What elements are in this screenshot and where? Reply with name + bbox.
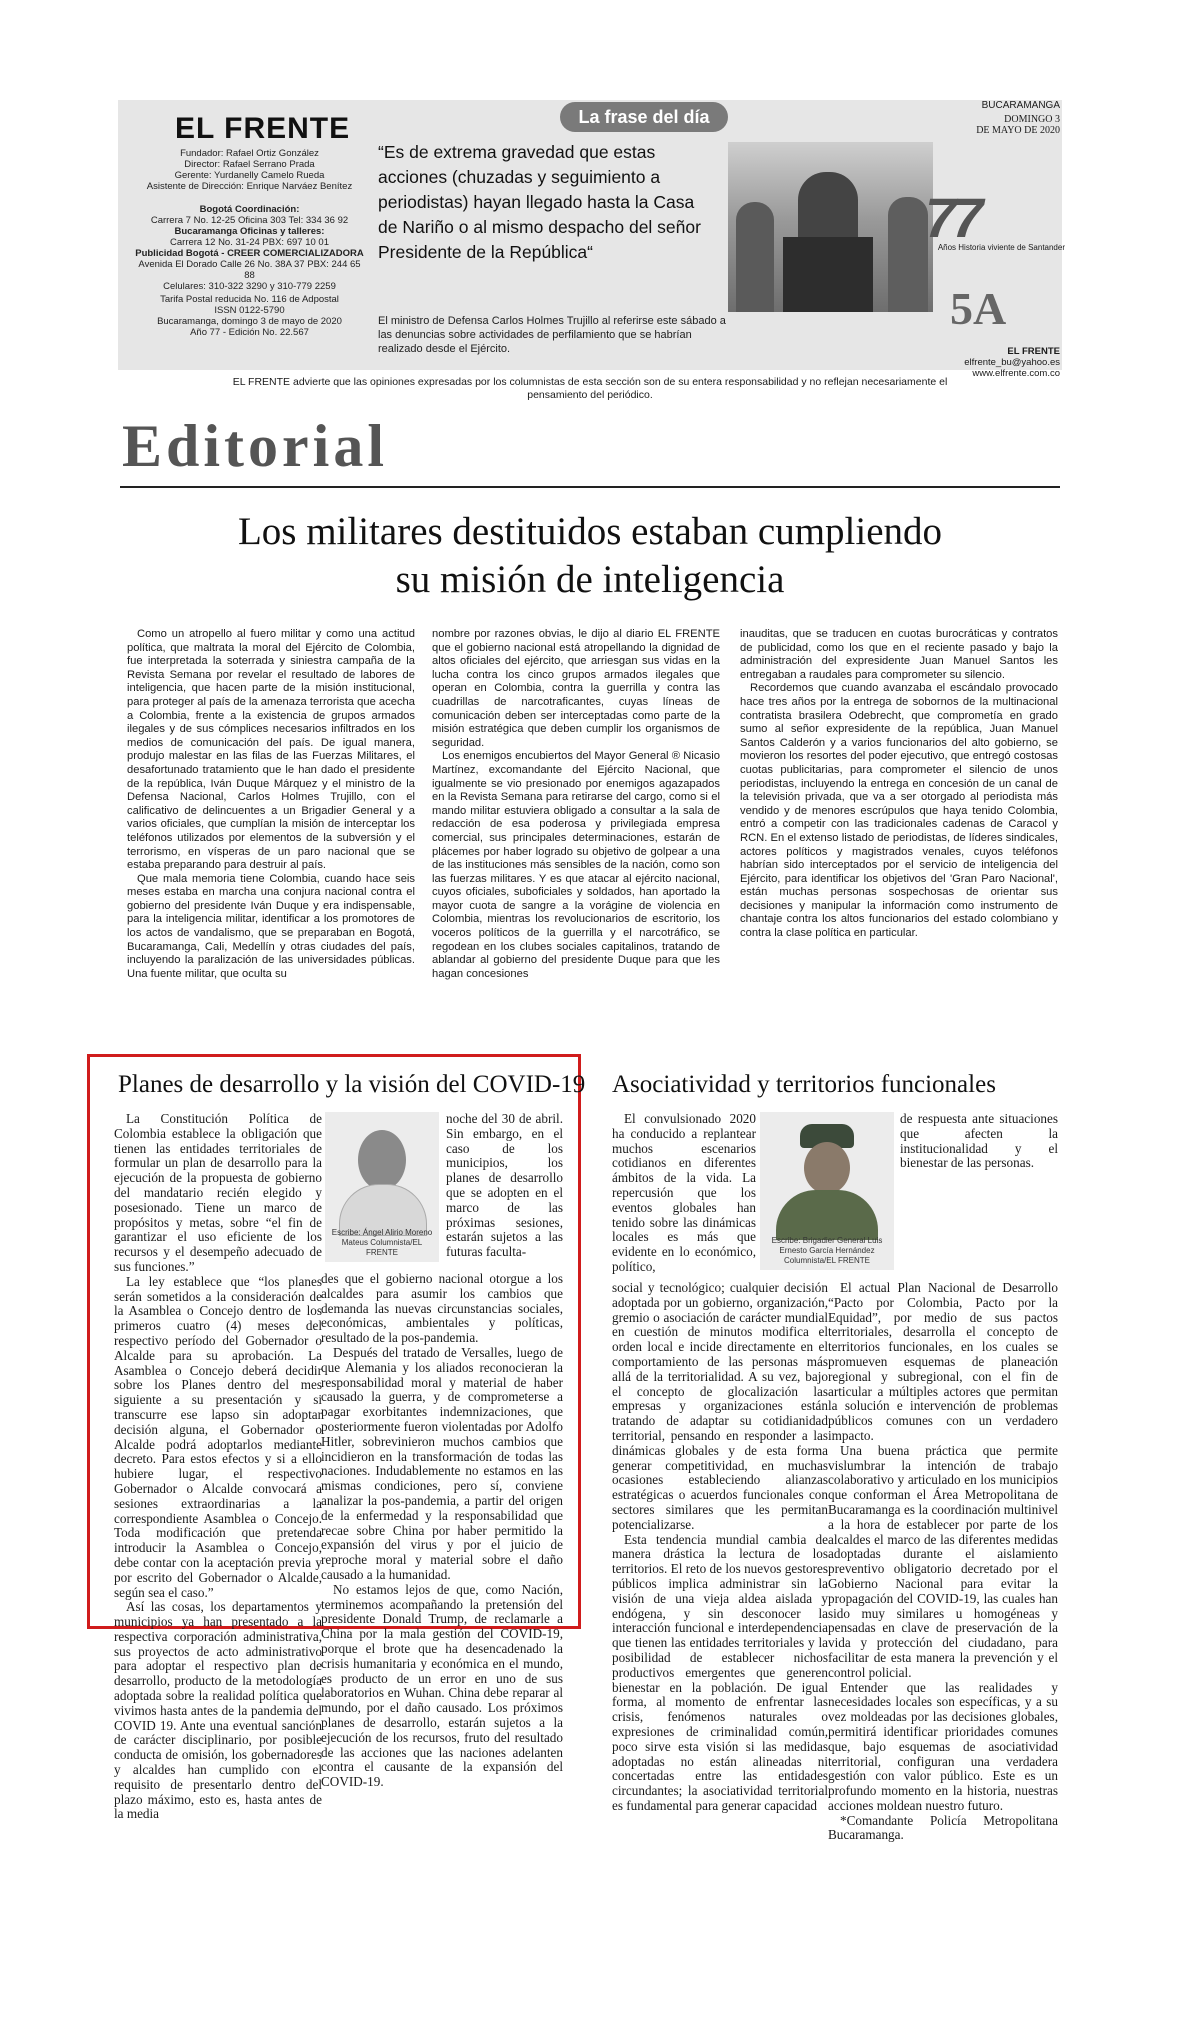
paragraph: Que mala memoria tiene Colombia, cuando hace seis meses estaba en marcha una conjura nacional contra el gobierno del presidente Iván Duque y era indispensable, para la inteligencia militar, identificar a los promotores de los actos de vandalismo, que se preparaban en Bogotá, Bucaramanga, Cali, Medellín y otras ciudades del país, incluyendo la paralización de las universidades públicas. Una fuente militar, que oculta su: [127, 872, 415, 980]
date-line: DE MAYO DE 2020: [976, 125, 1060, 136]
minister-photo: [728, 142, 933, 312]
article-a-column-2: [321, 1272, 563, 1790]
paragraph: Esta tendencia mundial cambia de manera drástica la lectura de los territorios. El reto de los nuevos gestores públicos implica administrar sin la visión de una vieja aldea aislada y endógena, y sin desconocer la interacción funcional e interdependencia que tienen las entidades territoriales y la posibilidad de establecer nichos productivos emergentes que generen bienestar en la población. De igual forma, al momento de enfrentar las crisis, fenómenos naturales o expresiones de criminalidad común, poco sirve esta visión si las medidas adoptadas no están alineadas ni concertadas entre las entidades circundantes; la asociatividad territorial es fundamental para generar capacidad: [612, 1531, 828, 1813]
article-a-headline: Planes de desarrollo y la visión del COVID-19: [118, 1071, 586, 1098]
paragraph: Una buena práctica que permite vislumbrar la intención de trabajo colaborativo y articulado en los municipios que conforman el Área Metropolitana de Bucaramanga es la coordinación multinivel a la hora de establecer por parte de los alcaldes el marco de las diferentes medidas adoptadas durante el aislamiento preventivo obligatorio decretado por el Gobierno Nacional para evitar la propagación del COVID-19, las cuales han sido muy similares u homogéneas y pensadas en clave de preservación de la vida y protección del ciudadano, para facilitar de esta manera la prevención y el control policial.: [828, 1442, 1058, 1680]
quote-of-day-text: “Es de extrema gravedad que estas acciones (chuzadas y seguimiento a periodistas) hayan llegado hasta la Casa de Nariño o al mismo despacho del señor Presidente de la República“: [378, 142, 701, 262]
columnist-a-caption: Escribe: Ángel Alirio Moreno Mateus Columnista/EL FRENTE: [331, 1228, 433, 1257]
paragraph: Recordemos que cuando avanzaba el escándalo provocado hace tres años por la entrega de sobornos de la multinacional contratista brasilera Odebrecht, que comprometía en grado sumo al señor expresidente de la república, Juan Manuel Santos Calderón y a varios funcionarios del alto gobierno, se movieron los resortes del poder ejecutivo, que entregó costosas cuotas publicitarias, para comprometer el silencio de unos periodistas, incluyendo la entrega en concesión de un canal de la televisión privada, que va a ser otorgado al periodista más vendido y de menores escrúpulos que haya tenido Colombia, entró a competir con las tradicionales cadenas de Caracol y RCN. En el extenso listado de periodistas, de líderes sindicales, actores políticos y magistrados venales, cuyos teléfonos habrían sido interceptados por el servicio de inteligencia del Ejército, para identificar los objetivos del 'Gran Paro Nacional', están muchas personas sospechosas de orientar sus decisiones y manipular la información como instrumento de chantaje contra los altos funcionarios del estado colombiano y contra la clase política en particular.: [740, 682, 1058, 940]
section-title: Editorial: [122, 413, 389, 479]
postal-line: Bucaramanga, domingo 3 de mayo de 2020: [157, 316, 342, 327]
paragraph: Como un atropello al fuero militar y como una actitud política, que maltrata la moral del Ejército de Colombia, fue interpretada la soterrada y siniestra campaña de la Revista Semana por revelar el resultado de labores de inteligencia, que hacen parte de la misión institucional, para proteger al país de la amenaza terrorista que acecha a Colombia, frente a la existencia de grupos armados ilegales y de sus cómplices necesarios infiltrados en los medios de comunicación del país. De igual manera, produjo malestar en las filas de las Fuerzas Militares, el desafortunado tratamiento que le han dado el presidente de la república, Iván Duque Márquez y el ministro de la Defensa Nacional, Carlos Holmes Trujillo, con el calificativo de delincuentes a un Brigadier General y a varios oficiales, que cumplían la misión de interceptar los teléfonos utilizados por elementos de la subversión y el terrorismo, en vísperas de un paro nacional que se estaba preparando para destruir al país.: [127, 628, 415, 872]
office-line: Avenida El Dorado Calle 26 No. 38A 37 PBX: 244 65 88: [138, 259, 361, 281]
contact-name: EL FRENTE: [1007, 346, 1060, 357]
paragraph: Así las cosas, los departamentos y municipios ya han presentado a la respectiva corporación administrativa, sus proyectos de acto administrativo para adoptar el respectivo plan de desarrollo, producto de la metodología adoptada sobre la realidad política que vivimos hasta antes de la pandemia del COVID 19. Ante una eventual sanción de carácter disciplinario, por posible conducta de omisión, los gobernadores y alcaldes han cumplido con el requisito de presentarlo dentro del plazo máximo, esto es, hasta antes de la media: [114, 1599, 322, 1822]
city-label: BUCARAMANGA: [981, 100, 1060, 111]
credit-line: Director: Rafael Serrano Prada: [184, 159, 315, 170]
paragraph: Después del tratado de Versalles, luego de que Alemania y los aliados reconocieran la responsabilidad moral y material de haber causado la guerra, y de comprometerse a pagar exorbitantes indemnizaciones, que posteriormente fueron violentadas por Adolfo Hitler, sobrevinieron muchos cambios que incidieron en la transformación de todas las naciones. Indudablemente no estamos en las mismas condiciones, pero sí, conviene analizar la pos-pandemia, a partir del origen de la enfermedad y la responsabilidad que recae sobre China por haber permitido la expansión del virus y por el juicio de reproche moral y material sobre el daño causado a la humanidad.: [321, 1344, 563, 1582]
office-line: Carrera 7 No. 12-25 Oficina 303 Tel: 334 36 92: [150, 215, 349, 226]
columnist-a-photo: [325, 1112, 439, 1262]
editorial-column-3: [740, 628, 1058, 941]
columnist-b-caption: Escribe: Brigadier General Luis Ernesto García Hernández Columnista/EL FRENTE: [771, 1236, 883, 1265]
article-b-column-2-top: [900, 1112, 1058, 1171]
paragraph: No estamos lejos de que, como Nación, terminemos acompañando la pretensión del presidente Donald Trump, de reclamarle a China por la mala gestión del COVID-19, porque el brote que ha desencadenado la crisis humanitaria y económica en el mundo, es producto de un error en uno de sus laboratorios en Wuhan. China debe reparar al mundo, por el daño causado. Los próximos planes de desarrollo, estarán sujetos a la ejecución de los recursos, fruto del resultado de las acciones que las naciones adelanten contra el causante de la expansión del COVID-19.: [321, 1581, 563, 1790]
contact-block: [930, 346, 1060, 379]
paragraph: nombre por razones obvias, le dijo al diario EL FRENTE que el gobierno nacional está atropellando la dignidad de altos oficiales del ejército, que arriesgan sus vidas en la lucha contra los cinco grupos armados ilegales que operan en Colombia, contra la guerrilla y contra las cuadrillas de narcotraficantes, cuyas líneas de comunicación deben ser interceptadas como parte de la misión estratégica que deben cumplir los organismos de seguridad.: [432, 628, 720, 749]
article-b-column-1: [612, 1281, 828, 1814]
date-line: DOMINGO 3: [1004, 114, 1060, 125]
newspaper-logo: EL FRENTE: [175, 112, 351, 145]
postal-list: [132, 294, 367, 338]
office-line: Bucaramanga Oficinas y talleres:: [174, 226, 325, 237]
date-label: [960, 114, 1060, 136]
editorial-column-2: [432, 628, 720, 981]
postal-line: ISSN 0122-5790: [214, 305, 285, 316]
paragraph: La Constitución Política de Colombia establece la obligación que tienen las entidades territoriales de formular un plan de desarrollo para la ejecución de la propuesta de gobierno del mandatario recién elegido y posesionado. Tiene un marco de propósitos y metas, sobre “el fin de garantizar el uso eficiente de los recursos y el desempeño adecuado de sus funciones.”: [114, 1111, 322, 1274]
article-a-column-1: [114, 1112, 322, 1822]
paragraph: Los enemigos encubiertos del Mayor General ® Nicasio Martínez, excomandante del Ejército Nacional, que igualmente se vio presionado por enemigos agazapados en la Revista Semana para retirarse del cargo, como si el mando militar estuviera obligado a consultar a la sala de redacción de esa poderosa y privilegiada empresa comercial, sus principales determinaciones, estarán de plácemes por haber logrado su objetivo de golpear a una de las instituciones más sensibles de la nación, como son las fuerzas militares. Y es que atacar al ejército nacional, cuyos oficiales, suboficiales y soldados, han aportado la mayor cuota de sangre a la vorágine de violencia en Colombia, mientras los revolucionarios de escritorio, los voceros políticos de la guerrilla y el narcotráfico, se regodean en los clubes sociales capitalinos, tratando de ablandar al gobierno del presidente Duque para que les hagan concesiones: [432, 750, 720, 980]
article-b-column-2: [828, 1281, 1058, 1843]
credit-line: Gerente: Yurdanelly Camelo Rueda: [174, 170, 325, 181]
anniversary-subtitle: Años Historia viviente de Santander: [937, 243, 1065, 252]
anniversary-logo: 77: [925, 186, 980, 249]
quote-of-day-badge: La frase del día: [560, 102, 728, 132]
article-b-headline: Asociatividad y territorios funcionales: [612, 1071, 996, 1098]
paragraph: des que el gobierno nacional otorgue a los alcaldes para asumir los cambios que demanda las nuevas circunstancias sociales, económicas, ambientales y políticas, resultado de la pos-pandemia.: [321, 1271, 563, 1346]
office-line: Publicidad Bogotá - CREER COMERCIALIZADORA: [135, 248, 364, 259]
paragraph: noche del 30 de abril. Sin embargo, en el caso de los municipios, los planes de desarrollo que se adopten en el marco de las próximas sesiones, estarán sujetos a las futuras faculta-: [446, 1111, 563, 1260]
office-line: Carrera 12 No. 31-24 PBX: 697 10 01: [170, 237, 329, 248]
article-a-column-2-top: [446, 1112, 563, 1260]
credits-list: [132, 148, 367, 192]
page-number: 5A: [950, 283, 1007, 334]
editorial-column-1: [127, 628, 415, 981]
quote-caption: El ministro de Defensa Carlos Holmes Trujillo al referirse este sábado a las denuncias sobre actividades de perfilamiento que se habrían realizado desde el Ejército.: [378, 315, 726, 355]
paragraph: El actual Plan Nacional de Desarrollo “Pacto por Colombia, Pacto por la Equidad”, por medio de sus pactos territoriales, desarrolla el concepto de territorios funcionales, en los cuales se promueven esquemas de planeación regional y subregional, con el fin de articular a múltiples actores que permitan la solución e intervención de problemas públicos comunes con un verdadero impacto.: [828, 1280, 1058, 1443]
credit-line: Asistente de Dirección: Enrique Narváez Benítez: [146, 181, 353, 192]
paragraph: inauditas, que se traducen en cuotas burocráticas y contratos de publicidad, como los que en el reciente pasado y bajo la administración del expresidente Juan Manuel Santos les entregaban a raudales para comprometer su silencio.: [740, 628, 1058, 681]
columnist-b-photo: [760, 1112, 894, 1270]
credit-line: Fundador: Rafael Ortiz González: [180, 148, 319, 159]
paragraph: Entender que las realidades y necesidades locales son específicas, y a su vez moldeadas por las decisiones globales, permitirá identificar prioridades comunes que, bajo esquemas de asociatividad territorial, configuran una verdadera gestión con valor público. Este es un profundo momento en la historia, nuestras acciones moldean nuestro futuro.: [828, 1679, 1058, 1813]
paragraph: El convulsionado 2020 ha conducido a replantear muchos escenarios cotidianos en diferentes ámbitos de la vida. La repercusión que los eventos globales han tenido sobre las dinámicas locales es más que evidente en lo económico, político,: [612, 1111, 756, 1274]
article-b-column-1-top: [612, 1112, 756, 1275]
paragraph: *Comandante Policía Metropolitana Bucaramanga.: [828, 1812, 1058, 1843]
contact-web: www.elfrente.com.co: [972, 368, 1060, 379]
paragraph: social y tecnológico; cualquier decisión adoptada por un gobierno, organización, gremio o asociación de carácter mundial en cuestión de minutos modifica el orden local e incide directamente en el comportamiento de las personas más allá de la territorialidad. A su vez, bajo el concepto de glocalización las empresas y organizaciones están tratando de adaptar su cotidianidad territorial, pensando en responder a las dinámicas globales y de esta forma generar competitividad, en muchas ocasiones estableciendo alianzas estratégicas o acuerdos funcionales con sectores similares que les permitan potencializarse.: [612, 1280, 828, 1532]
editorial-headline: Los militares destituidos estaban cumpliendo su misión de inteligencia: [237, 510, 943, 601]
office-line: Bogotá Coordinación:: [199, 204, 300, 215]
paragraph: de respuesta ante situaciones que afecten la institucionalidad y el bienestar de las personas.: [900, 1111, 1058, 1171]
postal-line: Año 77 - Edición No. 22.567: [190, 327, 309, 338]
section-divider: [120, 486, 1060, 488]
postal-line: Tarifa Postal reducida No. 116 de Adpostal: [160, 294, 339, 305]
paragraph: La ley establece que “los planes serán sometidos a la consideración de la Asamblea o Concejo dentro de los primeros cuatro (4) meses del respectivo período del Gobernador o Alcalde para su aprobación. La Asamblea o Concejo deberá decidir sobre los Planes dentro del mes siguiente a su presentación y si transcurre ese lapso sin adoptar decisión alguna, el Gobernador o Alcalde podrá adoptarlos mediante decreto. Para estos efectos y si a ello hubiere lugar, el respectivo Gobernador o Alcalde convocará a sesiones extraordinarias a la correspondiente Asamblea o Concejo. Toda modificación que pretenda introducir la Asamblea o Concejo, debe contar con la aceptación previa y por escrito del Gobernador o Alcalde, según sea el caso.”: [114, 1273, 322, 1600]
office-line: Celulares: 310-322 3290 y 310-779 2259: [163, 281, 336, 292]
opinion-disclaimer: EL FRENTE advierte que las opiniones expresadas por los columnistas de esta sección son de su entera responsabilidad y no reflejan necesariamente el pensamiento del periódico.: [232, 376, 948, 401]
contact-email: elfrente_bu@yahoo.es: [964, 357, 1060, 368]
offices-list: [132, 204, 367, 292]
